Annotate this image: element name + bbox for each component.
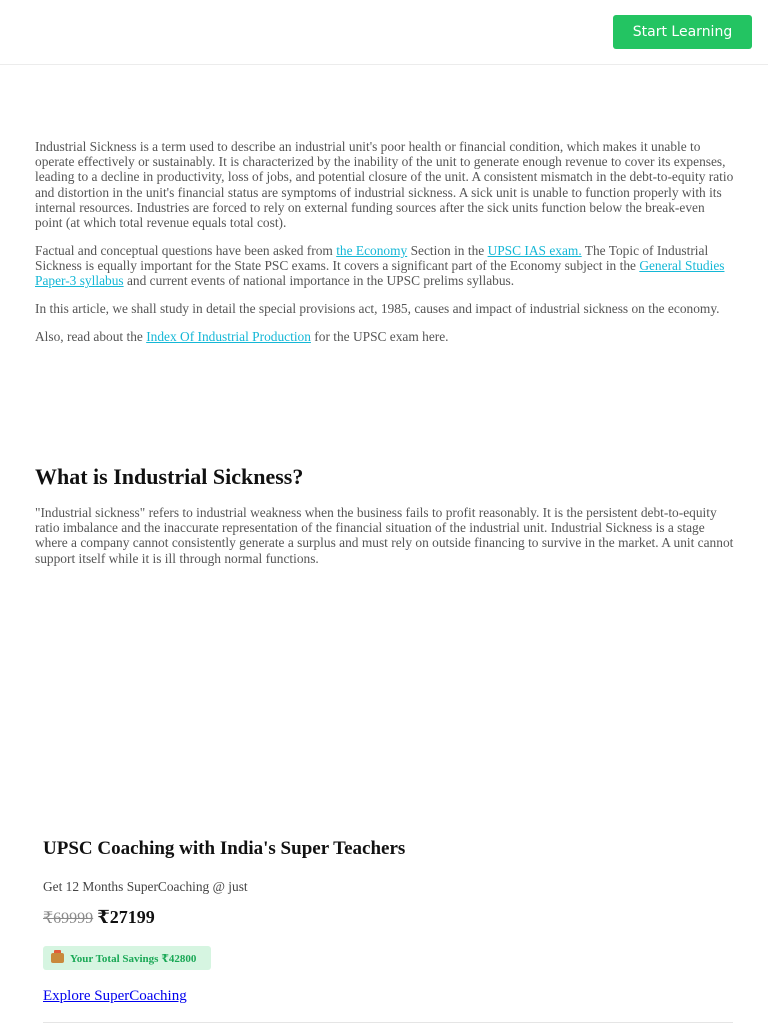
divider: [43, 1022, 733, 1023]
intro-paragraph-4: [35, 329, 735, 344]
top-bar: [0, 0, 768, 65]
gs-paper-3-syllabus-link[interactable]: General Studies Paper-3 syllabus: [35, 258, 725, 289]
upsc-ias-exam-link[interactable]: UPSC IAS exam.: [487, 243, 582, 258]
price-row: [43, 907, 155, 928]
promo-subtitle: Get 12 Months SuperCoaching @ just: [43, 879, 248, 894]
text: Also, read about the: [35, 329, 147, 344]
savings-text: Your Total Savings ₹42800: [70, 952, 197, 965]
savings-badge: [43, 946, 211, 970]
index-of-industrial-production-link[interactable]: Index Of Industrial Production: [146, 329, 311, 344]
intro-paragraph-3: In this article, we shall study in detail the special provisions act, 1985, causes and impact of industrial sickness on the economy.: [35, 301, 720, 316]
text: Section in the: [407, 243, 488, 258]
text: Factual and conceptual questions have been asked from: [35, 243, 337, 258]
intro-paragraph-2: [35, 243, 735, 289]
section-heading: What is Industrial Sickness?: [35, 464, 304, 489]
text: and current events of national importance in the UPSC prelims syllabus.: [123, 273, 515, 289]
start-learning-button[interactable]: Start Learning: [613, 15, 752, 49]
new-price: ₹27199: [97, 907, 155, 927]
text: The Topic of Industrial Sickness is equally important for the State PSC exams. It covers a significant part of the Economy subject in the: [35, 243, 709, 274]
gift-box-icon: [51, 953, 64, 963]
intro-paragraph-1: Industrial Sickness is a term used to describe an industrial unit's poor health or financial condition, which makes it unable to operate effectively or sustainably. It is characterized by the inability of the unit to generate enough revenue to cover its expenses, leading to a decline in productivity, loss of jobs, and potential closure of the unit. A consistent mismatch in the debt-to-equity ratio and distortion in the unit's financial status are symptoms of industrial sickness. A sick unit is unable to function properly with its internal resources. Industries are forced to rely on external funding sources after the sick units function below the break-even point (at which total revenue equals total cost).: [35, 139, 734, 231]
section-paragraph: "Industrial sickness" refers to industrial weakness when the business fails to profit reasonably. It is the persistent debt-to-equity ratio imbalance and the inaccurate representation of the financial situation of the industrial unit. Industrial Sickness is a stage where a company cannot consistently generate a surplus and must rely on outside financing to survive in the market. A unit cannot support itself while it is ill through normal functions.: [35, 505, 734, 566]
text: for the UPSC exam here.: [310, 329, 449, 344]
explore-supercoaching-link[interactable]: Explore SuperCoaching: [43, 988, 187, 1004]
promo-title: UPSC Coaching with India's Super Teachers: [43, 838, 406, 859]
old-price: ₹69999: [43, 910, 94, 927]
economy-link[interactable]: the Economy: [336, 243, 408, 258]
